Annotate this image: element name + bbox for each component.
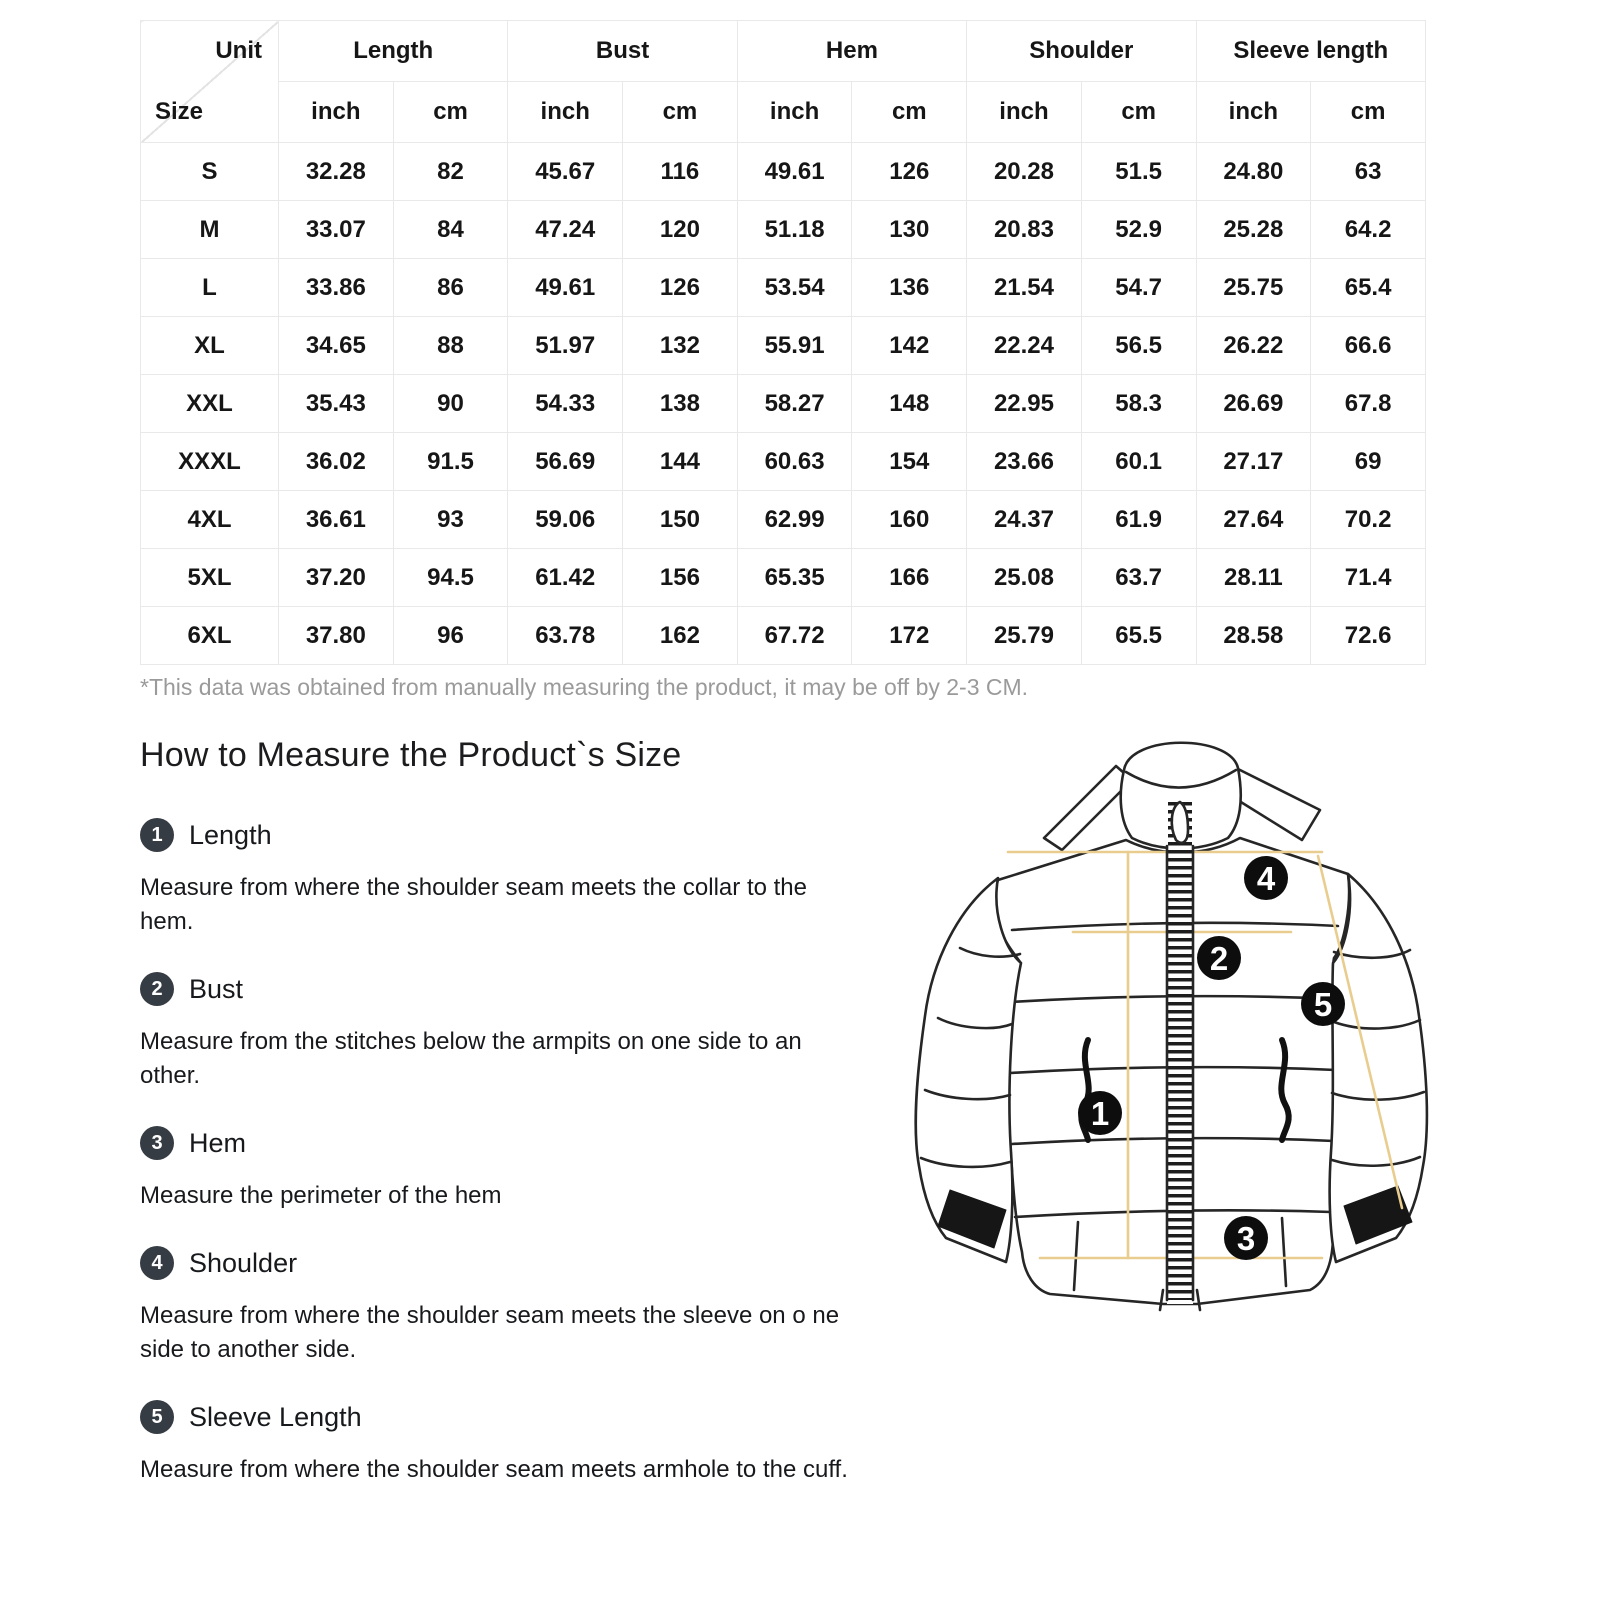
- size-label-cell: M: [141, 201, 279, 259]
- size-label-cell: XL: [141, 317, 279, 375]
- size-label-cell: L: [141, 259, 279, 317]
- measurement-cell: 58.27: [737, 375, 852, 433]
- measurement-cell: 28.58: [1196, 607, 1311, 665]
- measurement-cell: 154: [852, 433, 967, 491]
- step-description: Measure from the stitches below the armpits on one side to an other.: [140, 1028, 802, 1089]
- guide-section-head: [140, 1125, 854, 1161]
- measure-marker-number: 2: [1209, 939, 1229, 977]
- measurement-cell: 69: [1311, 433, 1426, 491]
- measurement-cell: 35.43: [279, 375, 394, 433]
- unit-header: inch: [737, 82, 852, 143]
- measurement-cell: 51.5: [1081, 143, 1196, 201]
- measure-marker-number: 3: [1236, 1219, 1256, 1257]
- measurement-cell: 56.69: [508, 433, 623, 491]
- measurement-cell: 47.24: [508, 201, 623, 259]
- measurement-cell: 33.07: [279, 201, 394, 259]
- unit-header: cm: [623, 82, 738, 143]
- unit-header: inch: [967, 82, 1082, 143]
- measurement-cell: 52.9: [1081, 201, 1196, 259]
- measurement-cell: 130: [852, 201, 967, 259]
- step-number-badge: 2: [140, 972, 174, 1006]
- measurement-cell: 25.75: [1196, 259, 1311, 317]
- measurement-cell: 90: [393, 375, 508, 433]
- measure-marker-number: 1: [1090, 1094, 1110, 1132]
- measurement-cell: 23.66: [967, 433, 1082, 491]
- measurement-cell: 24.37: [967, 491, 1082, 549]
- measurement-cell: 61.9: [1081, 491, 1196, 549]
- measurement-cell: 20.83: [967, 201, 1082, 259]
- hood-left-flap: [1044, 766, 1132, 850]
- unit-header: cm: [393, 82, 508, 143]
- measure-marker-number: 5: [1313, 985, 1333, 1023]
- corner-size-label: Size: [155, 98, 204, 125]
- guide-section-head: [140, 817, 854, 853]
- measurement-cell: 84: [393, 201, 508, 259]
- zipper-pull: [1172, 802, 1188, 843]
- measurement-cell: 67.72: [737, 607, 852, 665]
- unit-header: inch: [508, 82, 623, 143]
- measurement-cell: 136: [852, 259, 967, 317]
- measurement-cell: 116: [623, 143, 738, 201]
- guide-section-sleeve-length: [140, 1399, 854, 1487]
- size-row: [141, 491, 1426, 549]
- measurement-cell: 144: [623, 433, 738, 491]
- zipper: [1160, 800, 1200, 1310]
- guide-title: How to Measure the Product`s Size: [140, 736, 682, 774]
- size-row: [141, 375, 1426, 433]
- measurement-cell: 27.64: [1196, 491, 1311, 549]
- guide-section-shoulder: [140, 1245, 854, 1367]
- measurement-cell: 148: [852, 375, 967, 433]
- measurement-cell: 72.6: [1311, 607, 1426, 665]
- measurement-cell: 67.8: [1311, 375, 1426, 433]
- size-label-cell: XXXL: [141, 433, 279, 491]
- size-table-body: [141, 143, 1426, 665]
- measurement-cell: 60.63: [737, 433, 852, 491]
- step-description: Measure from where the shoulder seam meets armhole to the cuff.: [140, 1456, 848, 1483]
- measurement-cell: 26.22: [1196, 317, 1311, 375]
- measure-marker-number: 4: [1256, 859, 1276, 897]
- measurement-cell: 51.18: [737, 201, 852, 259]
- measurement-cell: 65.35: [737, 549, 852, 607]
- guide-section-head: [140, 1399, 854, 1435]
- measurement-cell: 25.28: [1196, 201, 1311, 259]
- measurement-cell: 166: [852, 549, 967, 607]
- column-group-header: Length: [279, 21, 508, 82]
- step-number-badge: 5: [140, 1400, 174, 1434]
- step-label: Bust: [189, 973, 244, 1004]
- size-row: [141, 607, 1426, 665]
- measurement-cell: 55.91: [737, 317, 852, 375]
- measurement-cell: 94.5: [393, 549, 508, 607]
- measurement-cell: 58.3: [1081, 375, 1196, 433]
- measurement-cell: 86: [393, 259, 508, 317]
- measure-guide: [140, 736, 854, 1519]
- measurement-cell: 162: [623, 607, 738, 665]
- measurement-cell: 71.4: [1311, 549, 1426, 607]
- step-description: Measure from where the shoulder seam meets the collar to the hem.: [140, 874, 807, 935]
- step-label: Shoulder: [189, 1247, 298, 1278]
- measurement-cell: 126: [623, 259, 738, 317]
- measurement-cell: 22.95: [967, 375, 1082, 433]
- measurement-cell: 82: [393, 143, 508, 201]
- measurement-cell: 91.5: [393, 433, 508, 491]
- guide-sections: [140, 817, 854, 1487]
- measurement-cell: 20.28: [967, 143, 1082, 201]
- step-description: Measure the perimeter of the hem: [140, 1182, 502, 1209]
- measurement-cell: 62.99: [737, 491, 852, 549]
- measurement-cell: 59.06: [508, 491, 623, 549]
- measurement-cell: 25.08: [967, 549, 1082, 607]
- step-number-badge: 3: [140, 1126, 174, 1160]
- measurement-cell: 32.28: [279, 143, 394, 201]
- column-group-header: Sleeve length: [1196, 21, 1426, 82]
- measurement-cell: 65.4: [1311, 259, 1426, 317]
- size-row: [141, 549, 1426, 607]
- unit-header: inch: [279, 82, 394, 143]
- measurement-cell: 126: [852, 143, 967, 201]
- unit-header: cm: [852, 82, 967, 143]
- measurement-cell: 36.61: [279, 491, 394, 549]
- measurement-cell: 88: [393, 317, 508, 375]
- measurement-cell: 70.2: [1311, 491, 1426, 549]
- step-label: Hem: [189, 1127, 247, 1158]
- measurement-cell: 51.97: [508, 317, 623, 375]
- size-chart-section: [140, 20, 1426, 701]
- measurement-cell: 45.67: [508, 143, 623, 201]
- measurement-cell: 22.24: [967, 317, 1082, 375]
- unit-header: cm: [1081, 82, 1196, 143]
- measurement-cell: 49.61: [508, 259, 623, 317]
- measurement-cell: 66.6: [1311, 317, 1426, 375]
- guide-section-head: [140, 971, 854, 1007]
- measurement-cell: 24.80: [1196, 143, 1311, 201]
- measurement-cell: 26.69: [1196, 375, 1311, 433]
- size-row: [141, 259, 1426, 317]
- measurement-cell: 65.5: [1081, 607, 1196, 665]
- guide-section-length: [140, 817, 854, 939]
- measurement-cell: 37.80: [279, 607, 394, 665]
- size-row: [141, 201, 1426, 259]
- measurement-cell: 56.5: [1081, 317, 1196, 375]
- measurement-cell: 21.54: [967, 259, 1082, 317]
- size-table: [140, 20, 1426, 665]
- size-label-cell: XXL: [141, 375, 279, 433]
- size-label-cell: 4XL: [141, 491, 279, 549]
- measurement-cell: 60.1: [1081, 433, 1196, 491]
- step-number-badge: 1: [140, 818, 174, 852]
- measurement-cell: 49.61: [737, 143, 852, 201]
- measurement-cell: 96: [393, 607, 508, 665]
- column-group-header: Shoulder: [967, 21, 1196, 82]
- measurement-cell: 63.7: [1081, 549, 1196, 607]
- column-group-header: Hem: [737, 21, 966, 82]
- measurement-cell: 150: [623, 491, 738, 549]
- measurement-cell: 37.20: [279, 549, 394, 607]
- measurement-cell: 64.2: [1311, 201, 1426, 259]
- measurement-note: *This data was obtained from manually measuring the product, it may be off by 2-3 CM.: [140, 674, 1029, 700]
- measurement-cell: 61.42: [508, 549, 623, 607]
- measurement-cell: 120: [623, 201, 738, 259]
- measurement-cell: 28.11: [1196, 549, 1311, 607]
- guide-section-head: [140, 1245, 854, 1281]
- measurement-cell: 54.7: [1081, 259, 1196, 317]
- step-description: Measure from where the shoulder seam meets the sleeve on o ne side to another side.: [140, 1302, 840, 1363]
- jacket-measure-diagram: [898, 712, 1462, 1320]
- measurement-cell: 33.86: [279, 259, 394, 317]
- size-label-cell: S: [141, 143, 279, 201]
- size-row: [141, 317, 1426, 375]
- step-number-badge: 4: [140, 1246, 174, 1280]
- size-row: [141, 143, 1426, 201]
- measurement-cell: 63: [1311, 143, 1426, 201]
- measurement-cell: 54.33: [508, 375, 623, 433]
- corner-unit-label: Unit: [215, 37, 262, 64]
- measurement-cell: 27.17: [1196, 433, 1311, 491]
- measurement-cell: 63.78: [508, 607, 623, 665]
- unit-header: inch: [1196, 82, 1311, 143]
- guide-section-hem: [140, 1125, 854, 1213]
- unit-header: cm: [1311, 82, 1426, 143]
- measurement-cell: 93: [393, 491, 508, 549]
- measurement-cell: 34.65: [279, 317, 394, 375]
- size-row: [141, 433, 1426, 491]
- guide-section-bust: [140, 971, 854, 1093]
- size-table-header: [141, 21, 1426, 143]
- step-label: Sleeve Length: [189, 1401, 362, 1432]
- measurement-cell: 36.02: [279, 433, 394, 491]
- size-label-cell: 6XL: [141, 607, 279, 665]
- measurement-cell: 25.79: [967, 607, 1082, 665]
- column-group-header: Bust: [508, 21, 737, 82]
- measurement-cell: 156: [623, 549, 738, 607]
- measurement-cell: 160: [852, 491, 967, 549]
- corner-unit-size-cell: [141, 21, 279, 143]
- measurement-cell: 172: [852, 607, 967, 665]
- measurement-cell: 138: [623, 375, 738, 433]
- measurement-cell: 142: [852, 317, 967, 375]
- size-label-cell: 5XL: [141, 549, 279, 607]
- measurement-cell: 132: [623, 317, 738, 375]
- measurement-cell: 53.54: [737, 259, 852, 317]
- step-label: Length: [189, 819, 272, 850]
